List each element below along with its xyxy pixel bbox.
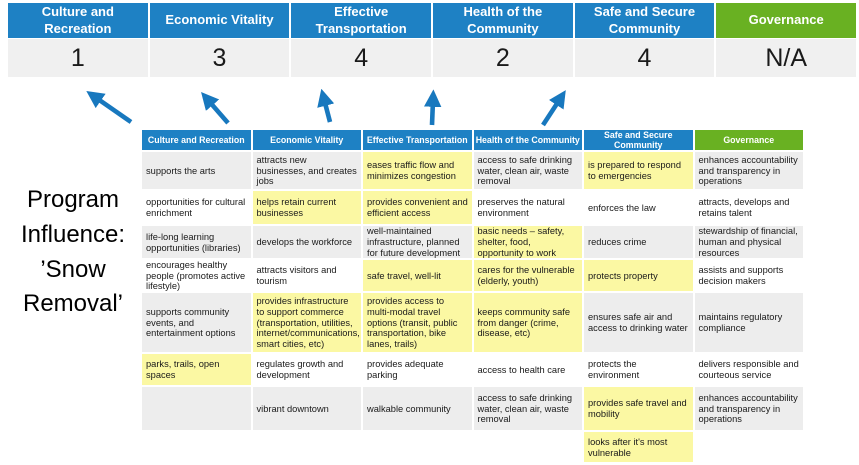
matrix-cell-highlighted: is prepared to respond to emergencies [584, 152, 693, 189]
matrix-cell: stewardship of financial, human and physical resources [695, 226, 804, 258]
matrix-cell-highlighted: provides safe travel and mobility [584, 387, 693, 430]
matrix-cell-highlighted: helps retain current businesses [253, 191, 362, 224]
matrix-cell: ensures safe air and access to drinking water [584, 293, 693, 352]
summary-score-cell: 3 [150, 39, 290, 77]
matrix-cell: supports the arts [142, 152, 251, 189]
matrix-cell: access to safe drinking water, clean air, waste removal [474, 387, 583, 430]
matrix-cell [474, 432, 583, 462]
summary-header-cell: Culture and Recreation [8, 3, 148, 38]
summary-score-cell: 1 [8, 39, 148, 77]
matrix-header-cell: Health of the Community [474, 130, 583, 150]
matrix-cell-highlighted: keeps community safe from danger (crime, disease, etc) [474, 293, 583, 352]
matrix-cell: walkable community [363, 387, 472, 430]
matrix-cell-highlighted: basic needs – safety, shelter, food, opportunity to work [474, 226, 583, 258]
matrix-cell-highlighted: parks, trails, open spaces [142, 354, 251, 385]
matrix-cell: provides adequate parking [363, 354, 472, 385]
program-influence-label: Program Influence: ’Snow Removal’ [20, 186, 126, 318]
matrix-cell: assists and supports decision makers [695, 260, 804, 291]
matrix-cell-highlighted: provides convenient and efficient access [363, 191, 472, 224]
matrix-cell-highlighted: looks after it's most vulnerable [584, 432, 693, 462]
matrix-cell-highlighted: safe travel, well-lit [363, 260, 472, 291]
matrix-cell [253, 432, 362, 462]
matrix-cell: vibrant downtown [253, 387, 362, 430]
matrix-cell: supports community events, and entertainment options [142, 293, 251, 352]
up-arrow-icon [208, 100, 228, 123]
matrix-cell-highlighted: eases traffic flow and minimizes congestion [363, 152, 472, 189]
matrix-cell [695, 432, 804, 462]
matrix-cell-highlighted: cares for the vulnerable (elderly, youth) [474, 260, 583, 291]
summary-score-cell: 2 [433, 39, 573, 77]
matrix-header-cell: Governance [695, 130, 804, 150]
matrix-cell: enhances accountability and transparency in operations [695, 152, 804, 189]
influence-matrix-table [142, 130, 803, 462]
summary-header-cell: Health of the Community [433, 3, 573, 38]
summary-score-cell: 4 [291, 39, 431, 77]
matrix-cell-highlighted: provides infrastructure to support commerce (transportation, utilities, internet/communications, smart cities, etc) [253, 293, 362, 352]
matrix-cell [363, 432, 472, 462]
matrix-cell: encourages healthy people (promotes active lifestyle) [142, 260, 251, 291]
matrix-cell: enforces the law [584, 191, 693, 224]
matrix-cell: regulates growth and development [253, 354, 362, 385]
matrix-cell-highlighted: provides access to multi-modal travel options (transit, public transportation, bike lanes, trails) [363, 293, 472, 352]
matrix-cell: attracts new businesses, and creates jobs [253, 152, 362, 189]
matrix-cell [142, 387, 251, 430]
matrix-header-cell: Culture and Recreation [142, 130, 251, 150]
summary-header-cell: Safe and Secure Community [575, 3, 715, 38]
matrix-cell: protects the environment [584, 354, 693, 385]
matrix-cell: access to safe drinking water, clean air, waste removal [474, 152, 583, 189]
matrix-cell [142, 432, 251, 462]
matrix-cell: life-long learning opportunities (libraries) [142, 226, 251, 258]
matrix-cell: reduces crime [584, 226, 693, 258]
up-arrow-icon [95, 97, 131, 122]
matrix-cell: opportunities for cultural enrichment [142, 191, 251, 224]
up-arrow-icon [324, 99, 330, 122]
matrix-cell: preserves the natural environment [474, 191, 583, 224]
matrix-cell: access to health care [474, 354, 583, 385]
matrix-cell: delivers responsible and courteous service [695, 354, 804, 385]
summary-header-cell: Effective Transportation [291, 3, 431, 38]
summary-score-table [8, 3, 856, 77]
summary-score-cell: N/A [716, 39, 856, 77]
up-arrow-icon [543, 99, 560, 125]
matrix-cell: enhances accountability and transparency in operations [695, 387, 804, 430]
matrix-header-cell: Safe and Secure Community [584, 130, 693, 150]
matrix-cell: well-maintained infrastructure, planned for future development [363, 226, 472, 258]
matrix-cell: attracts visitors and tourism [253, 260, 362, 291]
matrix-cell-highlighted: protects property [584, 260, 693, 291]
summary-score-cell: 4 [575, 39, 715, 77]
matrix-cell: develops the workforce [253, 226, 362, 258]
matrix-cell: attracts, develops and retains talent [695, 191, 804, 224]
summary-header-cell: Economic Vitality [150, 3, 290, 38]
matrix-header-cell: Effective Transportation [363, 130, 472, 150]
summary-header-cell: Governance [716, 3, 856, 38]
matrix-header-cell: Economic Vitality [253, 130, 362, 150]
matrix-cell: maintains regulatory compliance [695, 293, 804, 352]
up-arrow-icon [432, 100, 433, 125]
